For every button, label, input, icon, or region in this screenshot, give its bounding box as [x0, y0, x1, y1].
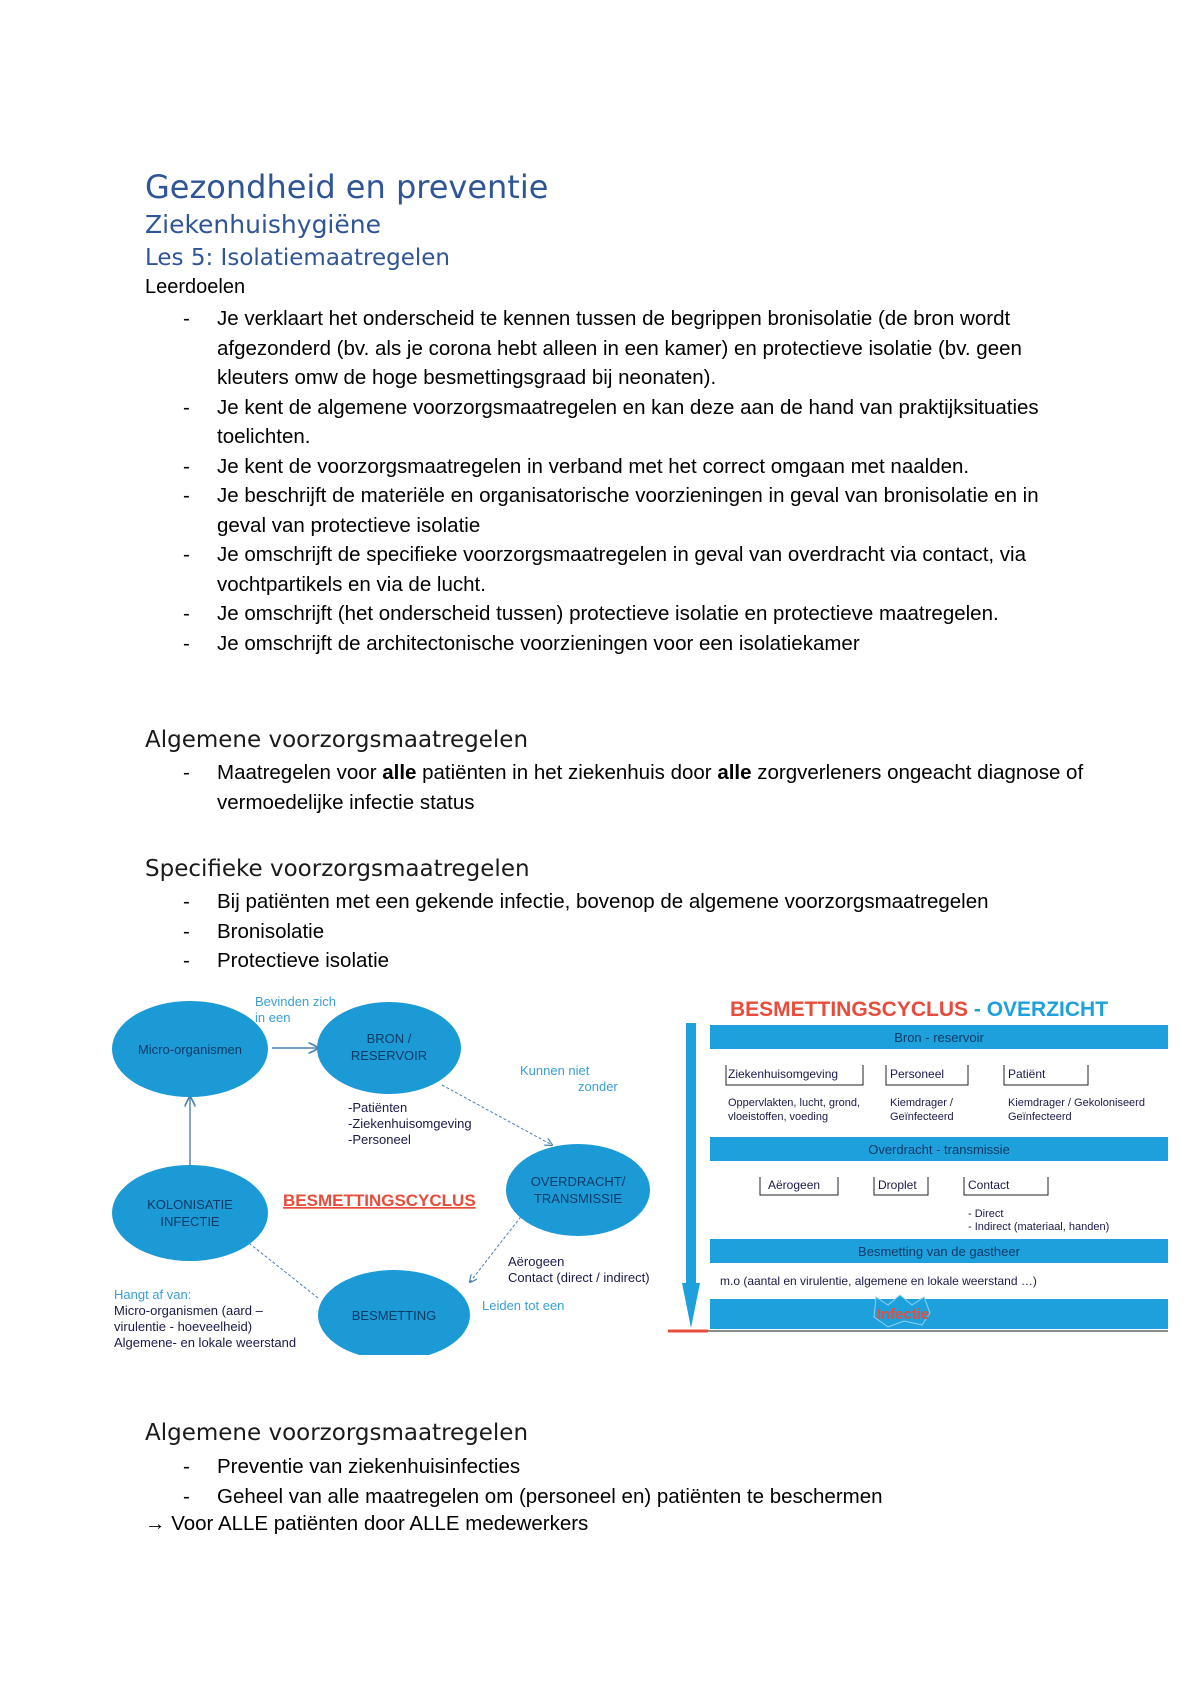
title-sep: -	[968, 998, 987, 1021]
bar-label: Besmetting van de gastheer	[858, 1244, 1020, 1259]
specific-measures-item: - Protectieve isolatie	[145, 946, 1085, 976]
label-kunnen: Kunnen niet	[520, 1063, 590, 1078]
bar-label: Bron - reservoir	[894, 1030, 984, 1045]
text-run: patiënten in het ziekenhuis door	[416, 761, 718, 784]
hangt-list-item: Micro-organismen (aard –	[114, 1303, 263, 1318]
bron-list-item: -Personeel	[348, 1132, 411, 1147]
contact-sub: - Indirect (materiaal, handen)	[968, 1221, 1110, 1233]
bold-all: alle	[382, 761, 417, 784]
goal-item: - Je beschrijft de materiële en organisatorische voorzieningen in geval van bronisolatie en in geval van protectieve isolatie	[145, 481, 1085, 540]
general-measures-heading-2: Algemene voorzorgsmaatregelen	[145, 1420, 529, 1446]
label-bevinden: in een	[255, 1010, 291, 1025]
infection-cycle-diagram	[100, 985, 680, 1355]
node-label: INFECTIE	[160, 1214, 220, 1229]
node-label: OVERDRACHT/	[530, 1174, 626, 1189]
node-kolonisatie	[112, 1165, 268, 1261]
specific-measures-item: - Bij patiënten met een gekende infectie, bovenop de algemene voorzorgsmaatregelen	[145, 887, 1085, 917]
text-run: Maatregelen voor	[217, 761, 383, 784]
goals-label: Leerdoelen	[145, 276, 246, 298]
node-label: KOLONISATIE	[147, 1197, 233, 1212]
specific-measures-heading: Specifieke voorzorgsmaatregelen	[145, 856, 530, 882]
bron-list-item: -Patiënten	[348, 1100, 408, 1115]
all-patients-text: Voor ALLE patiënten door ALLE medewerkers	[171, 1512, 589, 1535]
contact-sub: - Direct	[968, 1208, 1004, 1220]
node-label: BESMETTING	[351, 1308, 437, 1323]
trans-list-item: Contact (direct / indirect)	[508, 1270, 650, 1285]
trans-list-item: Aërogeen	[508, 1254, 565, 1269]
lesson-heading: Les 5: Isolatiemaatregelen	[145, 245, 451, 271]
document-subtitle: Ziekenhuishygiëne	[145, 210, 381, 239]
cycle-title: BESMETTINGSCYCLUS	[283, 1191, 476, 1210]
title-red: BESMETTINGSCYCLUS	[730, 998, 969, 1021]
route-label: Droplet	[878, 1178, 917, 1192]
node-label: Micro-organismen	[137, 1042, 243, 1057]
col-label: Patiënt	[1008, 1067, 1046, 1081]
col-detail: Kiemdrager / Gekoloniseerd	[1008, 1097, 1145, 1109]
node-label: TRANSMISSIE	[533, 1191, 623, 1206]
col-detail: Geïnfecteerd	[1008, 1111, 1072, 1123]
goal-item: - Je omschrijft (het onderscheid tussen) protectieve isolatie en protectieve maatregelen.	[145, 599, 1085, 629]
mo-line: m.o (aantal en virulentie, algemene en lokale weerstand …)	[720, 1274, 1037, 1288]
node-label: BRON /	[366, 1031, 412, 1046]
general-measures-item: - Geheel van alle maatregelen om (personeel en) patiënten te beschermen	[145, 1482, 1085, 1512]
col-detail: Geïnfecteerd	[890, 1111, 954, 1123]
label-bevinden: Bevinden zich	[255, 994, 336, 1009]
goals-list	[145, 304, 1085, 658]
text-run: zorgverleners ongeacht diagnose of vermoedelijke infectie status	[217, 761, 1084, 814]
arrow-bron-to-overdracht	[442, 1085, 552, 1145]
all-patients-line	[145, 1512, 588, 1536]
goal-item: - Je omschrijft de specifieke voorzorgsmaatregelen in geval van overdracht via contact, via vochtpartikels en via de lucht.	[145, 540, 1085, 599]
label-kunnen: zonder	[578, 1079, 618, 1094]
vertical-arrow-head	[682, 1283, 700, 1328]
hangt-list-item: virulentie - hoeveelheid)	[114, 1319, 253, 1334]
col-label: Personeel	[890, 1067, 945, 1081]
bold-all: alle	[717, 761, 752, 784]
node-overdracht	[506, 1144, 650, 1236]
hangt-list-item: Algemene- en lokale weerstand	[114, 1335, 297, 1350]
general-measures-item	[145, 758, 1085, 817]
document-title: Gezondheid en preventie	[145, 168, 549, 206]
col-detail: Oppervlakten, lucht, grond,	[728, 1097, 861, 1109]
overview-diagram	[668, 995, 1173, 1345]
bar-label: Overdracht - transmissie	[868, 1142, 1010, 1157]
specific-measures-item: - Bronisolatie	[145, 917, 1085, 947]
node-label: RESERVOIR	[350, 1048, 428, 1063]
general-measures-item: - Preventie van ziekenhuisinfecties	[145, 1452, 1085, 1482]
goal-item: - Je kent de algemene voorzorgsmaatregelen en kan deze aan de hand van praktijksituaties toelichten.	[145, 393, 1085, 452]
goal-item: - Je omschrijft de architectonische voorzieningen voor een isolatiekamer	[145, 629, 1085, 659]
label-hangt-af: Hangt af van:	[114, 1287, 192, 1302]
label-leiden: Leiden tot een	[482, 1298, 565, 1313]
general-measures-list-2	[145, 1452, 1085, 1511]
vertical-arrow-shaft	[686, 1023, 696, 1283]
infectie-label: Infectie	[876, 1306, 930, 1323]
col-label: Ziekenhuisomgeving	[728, 1067, 839, 1081]
bron-list-item: -Ziekenhuisomgeving	[348, 1116, 472, 1131]
arrow-right-icon: →	[145, 1512, 166, 1535]
col-detail: Kiemdrager /	[890, 1097, 953, 1109]
route-label: Aërogeen	[768, 1178, 821, 1192]
general-measures-heading: Algemene voorzorgsmaatregelen	[145, 727, 529, 753]
overview-title	[730, 998, 1108, 1021]
goal-item: - Je verklaart het onderscheid te kennen tussen de begrippen bronisolatie (de bron wordt afgezonderd (bv. als je corona hebt alleen in een kamer) en protectieve isolatie (bv. geen kleuters omw de hoge besmettingsgraad bij neonaten).	[145, 304, 1085, 393]
goal-item: - Je kent de voorzorgsmaatregelen in verband met het correct omgaan met naalden.	[145, 452, 1085, 482]
title-blue: OVERZICHT	[986, 998, 1109, 1021]
route-label: Contact	[968, 1178, 1010, 1192]
bar-infectie	[710, 1299, 1168, 1329]
specific-measures-list	[145, 887, 1085, 976]
col-detail: vloeistoffen, voeding	[728, 1111, 829, 1123]
general-measures-list	[145, 758, 1085, 817]
